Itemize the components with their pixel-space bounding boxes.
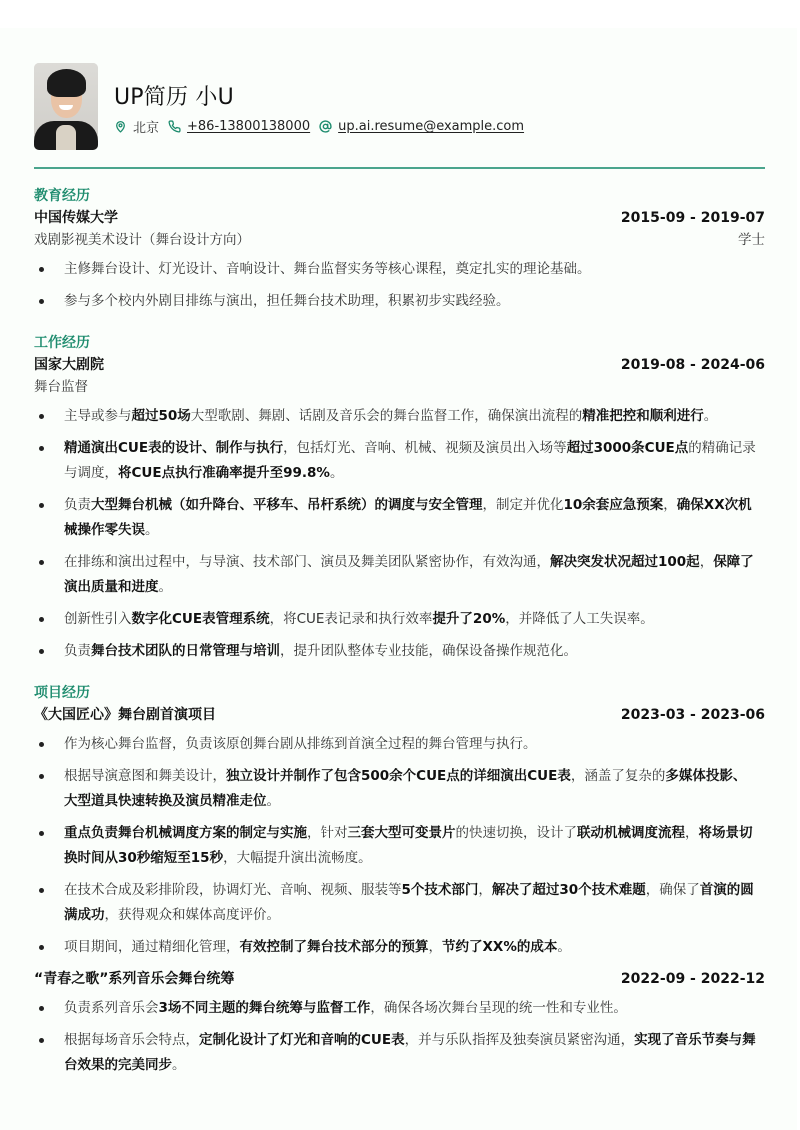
project-header-row [34, 968, 765, 990]
location-text: 北京 [133, 121, 160, 136]
at-sign-icon [319, 120, 332, 133]
bullet-item: 重点负责舞台机械调度方案的制定与实施，针对三套大型可变景片的快速切换，设计了联动机械调度流程，将场景切换时间从30秒缩短至15秒，大幅提升演出流畅度。 [34, 821, 765, 871]
company-name: 国家大剧院 [34, 357, 104, 373]
education-detail-row [34, 229, 765, 251]
project-item [34, 968, 765, 1078]
project-dates: 2022-09 - 2022-12 [620, 971, 765, 987]
bullet-item: 精通演出CUE表的设计、制作与执行，包括灯光、音响、机械、视频及演员出入场等超过3000条CUE点的精确记录与调度，将CUE点执行准确率提升至99.8%。 [34, 436, 765, 486]
section-title: 教育经历 [34, 188, 90, 204]
section-title: 工作经历 [34, 335, 90, 351]
header-divider [34, 167, 765, 169]
bullet-item: 创新性引入数字化CUE表管理系统，将CUE表记录和执行效率提升了20%，并降低了人工失误率。 [34, 607, 765, 632]
bullet-item: 在排练和演出过程中，与导演、技术部门、演员及舞美团队紧密协作，有效沟通，解决突发状况超过100起，保障了演出质量和进度。 [34, 550, 765, 600]
bullet-item: 项目期间，通过精细化管理，有效控制了舞台技术部分的预算，节约了XX%的成本。 [34, 935, 765, 960]
contact-phone [168, 119, 310, 134]
candidate-name: UP简历 小U [114, 85, 234, 110]
project-bullets [34, 732, 765, 960]
degree: 学士 [738, 232, 765, 248]
project-name: “青春之歌”系列音乐会舞台统筹 [34, 971, 235, 987]
resume-page [0, 28, 797, 1130]
bullet-item: 负责大型舞台机械（如升降台、平移车、吊杆系统）的调度与安全管理，制定并优化10余套应急预案，确保XX次机械操作零失误。 [34, 493, 765, 543]
phone-icon [168, 120, 181, 133]
phone-link[interactable]: +86-13800138000 [187, 119, 311, 134]
education-bullets [34, 257, 765, 314]
bullet-item: 在技术合成及彩排阶段，协调灯光、音响、视频、服装等5个技术部门，解决了超过30个技术难题，确保了首演的圆满成功，获得观众和媒体高度评价。 [34, 878, 765, 928]
section-title: 项目经历 [34, 685, 90, 701]
bullet-item: 主导或参与超过50场大型歌剧、舞剧、话剧及音乐会的舞台监督工作，确保演出流程的精准把控和顺利进行。 [34, 404, 765, 429]
bullet-item: 根据导演意图和舞美设计，独立设计并制作了包含500余个CUE点的详细演出CUE表，涵盖了复杂的多媒体投影、大型道具快速转换及演员精准走位。 [34, 764, 765, 814]
project-header-row [34, 704, 765, 726]
education-dates: 2015-09 - 2019-07 [620, 210, 765, 226]
work-role-row [34, 376, 765, 398]
project-name: 《大国匠心》舞台剧首演项目 [34, 707, 216, 723]
work-dates: 2019-08 - 2024-06 [620, 357, 765, 373]
resume-header [34, 28, 765, 168]
bullet-item: 主修舞台设计、灯光设计、音响设计、舞台监督实务等核心课程，奠定扎实的理论基础。 [34, 257, 765, 282]
resume-content [34, 28, 765, 1085]
bullet-item: 根据每场音乐会特点，定制化设计了灯光和音响的CUE表，并与乐队指挥及独奏演员紧密沟通，实现了音乐节奏与舞台效果的完美同步。 [34, 1028, 765, 1078]
education-section [34, 185, 765, 314]
education-header-row [34, 207, 765, 229]
bullet-item: 作为核心舞台监督，负责该原创舞台剧从排练到首演全过程的舞台管理与执行。 [34, 732, 765, 757]
project-bullets [34, 996, 765, 1078]
bullet-item: 参与多个校内外剧目排练与演出，担任舞台技术助理，积累初步实践经验。 [34, 289, 765, 314]
bullet-item: 负责舞台技术团队的日常管理与培训，提升团队整体专业技能，确保设备操作规范化。 [34, 639, 765, 664]
contact-location [114, 117, 159, 136]
email-link[interactable]: up.ai.resume@example.com [338, 119, 525, 134]
project-dates: 2023-03 - 2023-06 [620, 707, 765, 723]
work-header-row [34, 354, 765, 376]
major: 戏剧影视美术设计（舞台设计方向） [34, 232, 250, 248]
projects-section [34, 682, 765, 1078]
bullet-item: 负责系列音乐会3场不同主题的舞台统筹与监督工作，确保各场次舞台呈现的统一性和专业性。 [34, 996, 765, 1021]
contact-email [319, 119, 524, 134]
work-bullets [34, 404, 765, 664]
map-pin-icon [114, 120, 127, 133]
project-item [34, 704, 765, 960]
school-name: 中国传媒大学 [34, 210, 118, 226]
work-section [34, 332, 765, 664]
job-title: 舞台监督 [34, 379, 88, 395]
avatar [34, 63, 98, 150]
contact-info [114, 117, 533, 136]
